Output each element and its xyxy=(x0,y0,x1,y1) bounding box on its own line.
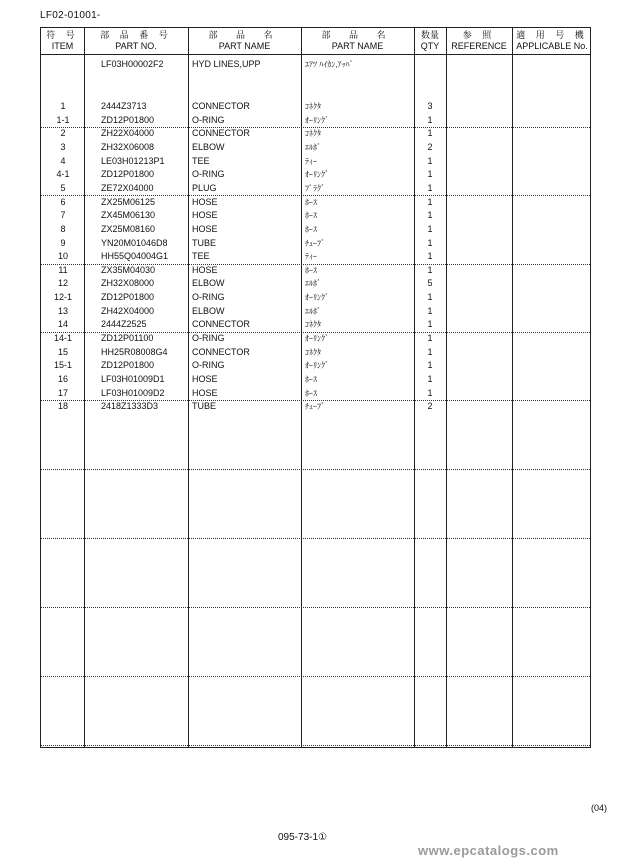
part-name: CONNECTOR xyxy=(192,101,250,111)
item-number: 13 xyxy=(57,305,68,316)
part-number: ZD12P01800 xyxy=(101,360,155,371)
part-name-jp: ﾎｰｽ xyxy=(305,388,317,398)
group-separator xyxy=(41,127,590,128)
table-row xyxy=(41,114,590,128)
item-number: 2 xyxy=(60,128,66,139)
part-name-jp: ﾃｨｰ xyxy=(305,252,317,262)
table-row xyxy=(41,332,590,346)
part-number: ZX25M08160 xyxy=(101,223,156,234)
quantity: 1 xyxy=(427,114,433,125)
table-row xyxy=(41,209,590,223)
quantity: 5 xyxy=(427,278,433,289)
item-number: 14 xyxy=(57,319,68,330)
part-number: ZD12P01800 xyxy=(101,292,155,303)
quantity: 1 xyxy=(427,346,433,357)
group-separator xyxy=(41,538,590,539)
quantity: 2 xyxy=(427,141,433,152)
table-row xyxy=(41,141,590,155)
quantity: 1 xyxy=(427,374,433,384)
item-number: 3 xyxy=(60,141,66,152)
assembly-name: HYD LINES,UPP xyxy=(192,59,261,69)
item-number: 7 xyxy=(60,210,66,221)
quantity: 1 xyxy=(427,251,433,262)
table-row xyxy=(41,223,590,237)
quantity: 1 xyxy=(427,210,433,221)
part-name-jp: ｴﾙﾎﾞ xyxy=(305,306,321,316)
header-part-no: 部 品 番 号 PART NO. xyxy=(100,30,172,51)
part-number: ZX25M06125 xyxy=(101,196,156,207)
part-number: 2444Z3713 xyxy=(101,101,147,111)
item-number: 10 xyxy=(57,251,68,262)
part-number: LF03H01009D2 xyxy=(101,387,165,398)
part-name: TEE xyxy=(192,251,210,262)
quantity: 1 xyxy=(427,292,433,303)
part-number: ZX35M04030 xyxy=(101,264,156,275)
item-number: 4 xyxy=(60,155,66,166)
quantity: 1 xyxy=(427,237,433,248)
part-number: ZH32X06008 xyxy=(101,141,155,152)
part-name-jp: ｺﾈｸﾀ xyxy=(305,347,321,357)
table-row xyxy=(41,359,590,373)
part-name: HOSE xyxy=(192,223,218,234)
item-number: 11 xyxy=(58,264,68,275)
group-separator xyxy=(41,469,590,470)
part-name: O-RING xyxy=(192,169,225,180)
part-name: O-RING xyxy=(192,360,225,371)
item-number: 5 xyxy=(60,182,66,193)
part-name-jp: ﾁｭｰﾌﾞ xyxy=(305,402,325,412)
table-row xyxy=(41,400,590,414)
quantity: 1 xyxy=(427,387,433,398)
table-row xyxy=(41,264,590,278)
table-row xyxy=(41,291,590,305)
part-name: CONNECTOR xyxy=(192,128,250,139)
item-number: 17 xyxy=(57,387,68,398)
part-name-jp: ﾎｰｽ xyxy=(305,211,317,221)
table-row xyxy=(41,100,590,114)
item-number: 6 xyxy=(60,196,66,207)
table-row xyxy=(41,237,590,251)
item-number: 12 xyxy=(57,278,68,289)
part-name: O-RING xyxy=(192,114,225,125)
header-part-name-jp: 部 品 名 PART NAME xyxy=(321,30,394,51)
part-name: HOSE xyxy=(192,387,218,398)
group-separator xyxy=(41,676,590,677)
table-row xyxy=(41,168,590,182)
header-applicable: 適 用 号 機 APPLICABLE No. xyxy=(516,30,588,51)
part-name-jp: ｵｰﾘﾝｸﾞ xyxy=(305,293,329,303)
part-name-jp: ﾃｨｰ xyxy=(305,156,317,166)
group-separator xyxy=(41,195,590,196)
quantity: 2 xyxy=(427,401,433,412)
part-name: O-RING xyxy=(192,333,225,344)
part-name-jp: ｵｰﾘﾝｸﾞ xyxy=(305,170,329,180)
item-number: 1-1 xyxy=(56,114,70,125)
part-number: LF03H01009D1 xyxy=(101,374,165,384)
table-row xyxy=(41,155,590,169)
part-number: ZD12P01800 xyxy=(101,114,155,125)
group-separator xyxy=(41,607,590,608)
quantity: 1 xyxy=(427,319,433,330)
part-name: CONNECTOR xyxy=(192,319,250,330)
assembly-name-jp: ﾕｱﾂ ﾊｲｶﾝ,ｱｯﾊﾟ xyxy=(305,60,354,69)
part-name-jp: ﾌﾟﾗｸﾞ xyxy=(305,183,325,193)
group-separator xyxy=(41,332,590,333)
table-row xyxy=(41,250,590,264)
item-number: 18 xyxy=(57,401,68,412)
item-number: 8 xyxy=(60,223,66,234)
part-name-jp: ﾎｰｽ xyxy=(305,265,317,275)
table-row xyxy=(41,387,590,401)
part-name: HOSE xyxy=(192,196,218,207)
watermark: www.epcatalogs.com xyxy=(418,843,559,858)
part-name-jp: ﾁｭｰﾌﾞ xyxy=(305,238,325,248)
table-row xyxy=(41,277,590,291)
table-row xyxy=(41,182,590,196)
table-row xyxy=(41,346,590,360)
item-number: 1 xyxy=(60,101,66,111)
part-name: TEE xyxy=(192,155,210,166)
part-name-jp: ｵｰﾘﾝｸﾞ xyxy=(305,115,329,125)
part-number: ZH22X04000 xyxy=(101,128,155,139)
quantity: 1 xyxy=(427,333,433,344)
part-name: ELBOW xyxy=(192,305,225,316)
quantity: 3 xyxy=(427,101,433,111)
part-name-jp: ｴﾙﾎﾞ xyxy=(305,279,321,289)
header-item: 符 号 ITEM xyxy=(46,30,79,51)
part-number: ZD12P01800 xyxy=(101,169,155,180)
part-number: ZX45M06130 xyxy=(101,210,156,221)
part-name: HOSE xyxy=(192,374,218,384)
part-name: TUBE xyxy=(192,401,217,412)
assembly-part-no: LF03H00002F2 xyxy=(101,59,164,69)
quantity: 1 xyxy=(427,360,433,371)
part-number: YN20M01046D8 xyxy=(101,237,168,248)
part-name-jp: ﾎｰｽ xyxy=(305,224,317,234)
header-qty: 数量 QTY xyxy=(420,30,440,51)
part-name-jp: ｴﾙﾎﾞ xyxy=(305,142,321,152)
table-row xyxy=(41,127,590,141)
item-number: 16 xyxy=(57,374,68,384)
part-number: 2418Z1333D3 xyxy=(101,401,159,412)
quantity: 1 xyxy=(427,182,433,193)
parts-table xyxy=(40,27,591,748)
header-part-name: 部 品 名 PART NAME xyxy=(208,30,281,51)
header-reference: 参 照 REFERENCE xyxy=(451,30,507,51)
part-number: 2444Z2525 xyxy=(101,319,147,330)
part-name: CONNECTOR xyxy=(192,346,250,357)
quantity: 1 xyxy=(427,196,433,207)
part-number: LE03H01213P1 xyxy=(101,155,165,166)
quantity: 1 xyxy=(427,128,433,139)
quantity: 1 xyxy=(427,169,433,180)
part-number: ZH32X08000 xyxy=(101,278,155,289)
item-number: 9 xyxy=(60,237,66,248)
quantity: 1 xyxy=(427,155,433,166)
quantity: 1 xyxy=(427,305,433,316)
part-name: ELBOW xyxy=(192,141,225,152)
quantity: 1 xyxy=(427,223,433,234)
part-name: HOSE xyxy=(192,264,218,275)
page-number: 095-73-1① xyxy=(278,832,327,843)
item-number: 12-1 xyxy=(53,292,72,303)
part-number: HH25R08008G4 xyxy=(101,346,168,357)
part-number: ZH42X04000 xyxy=(101,305,155,316)
table-row xyxy=(41,305,590,319)
part-name-jp: ｵｰﾘﾝｸﾞ xyxy=(305,361,329,371)
part-number: ZD12P01100 xyxy=(101,333,154,344)
part-name: ELBOW xyxy=(192,278,225,289)
part-name-jp: ｺﾈｸﾀ xyxy=(305,102,321,111)
document-id: LF02-01001- xyxy=(40,10,101,21)
part-name-jp: ｺﾈｸﾀ xyxy=(305,129,321,139)
table-row xyxy=(41,373,590,387)
revision-mark: (04) xyxy=(591,803,608,813)
part-name: O-RING xyxy=(192,292,225,303)
table-row xyxy=(41,196,590,210)
group-separator xyxy=(41,264,590,265)
part-number: ZE72X04000 xyxy=(101,182,154,193)
group-separator xyxy=(41,745,590,746)
part-number: HH55Q04004G1 xyxy=(101,251,169,262)
item-number: 4-1 xyxy=(56,169,70,180)
group-separator xyxy=(41,400,590,401)
item-number: 15-1 xyxy=(53,360,72,371)
part-name: HOSE xyxy=(192,210,218,221)
part-name-jp: ｵｰﾘﾝｸﾞ xyxy=(305,334,329,344)
part-name-jp: ｺﾈｸﾀ xyxy=(305,320,321,330)
part-name-jp: ﾎｰｽ xyxy=(305,375,317,384)
part-name: TUBE xyxy=(192,237,217,248)
part-name: PLUG xyxy=(192,182,217,193)
table-row xyxy=(41,318,590,332)
quantity: 1 xyxy=(427,264,433,275)
part-name-jp: ﾎｰｽ xyxy=(305,197,317,207)
item-number: 15 xyxy=(57,346,68,357)
item-number: 14-1 xyxy=(53,333,72,344)
